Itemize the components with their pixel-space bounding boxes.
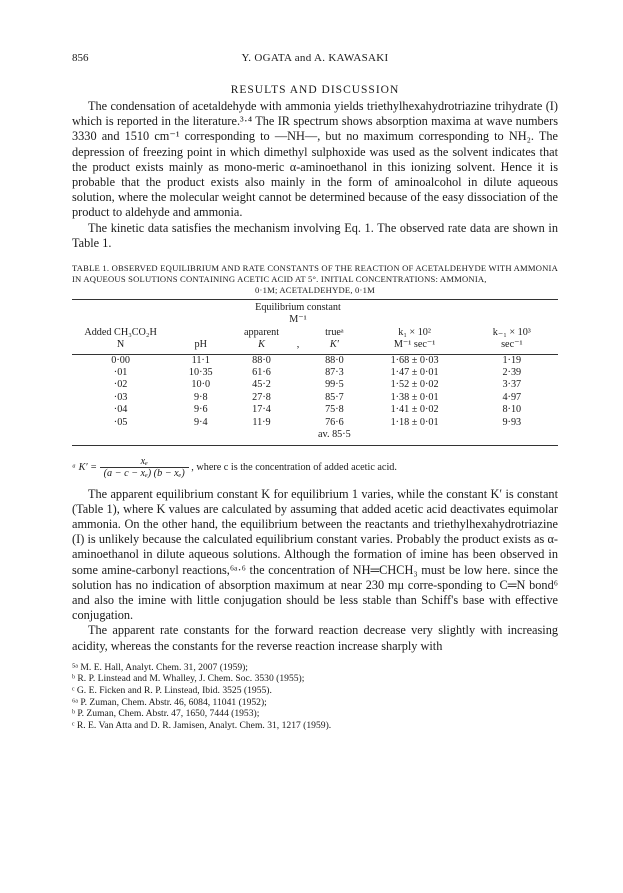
cell-k1: 1·47 ± 0·01 <box>390 367 439 379</box>
cell-apparent: 45·2 <box>252 379 271 391</box>
paragraph-3: The apparent equilibrium constant K for equilibrium 1 varies, while the constant K′ is constant (Table 1), where K values are calculated by assuming that added acetic acid deactivates equimolar ammonia. On the other hand, the equilibrium between the reactants and triethylhexahydrotriazine (I) is unlikely because the calculated equilibrium constant varies. Probably the product exists as α-aminoethanol in dilute aqueous solutions. Although the formation of imine has been observed in some amine-carbonyl reactions,⁶ᵃ·⁶ the concentration of NH═CHCH₃ must be low here. since the solution has no indication of absorption maximum at near 230 mμ corre-sponding to C═N bond⁶ and also the imine with little conjugation should be less stable than Schiff's base with effective conjugation. <box>72 486 558 623</box>
cell-apparent: 88·0 <box>252 354 271 366</box>
cell-acid: 0·00 <box>111 354 130 366</box>
cell-km1: 9·93 <box>502 416 522 428</box>
footnote-tail: , where c is the concentration of added acetic acid. <box>191 461 397 473</box>
cell-ph: 10·35 <box>188 367 213 379</box>
table-row <box>72 417 558 429</box>
cell-apparent: 17·4 <box>252 404 271 416</box>
cell-km1: 8·10 <box>502 404 522 416</box>
cell-km1: 1·19 <box>502 354 522 366</box>
cell-true: 88·0 <box>325 354 344 366</box>
cell-k1: 1·38 ± 0·01 <box>390 391 439 403</box>
reference-item: ᶜ R. E. Van Atta and D. R. Jamisen, Analyt. Chem. 31, 1217 (1959). <box>72 719 332 731</box>
table-row <box>72 379 558 391</box>
paragraph-4: The apparent rate constants for the forward reaction decrease very slightly with increasing acidity, whereas the constants for the reverse reaction increase sharply with <box>72 623 558 653</box>
table-caption-line1: TABLE 1. OBSERVED EQUILIBRIUM AND RATE CONSTANTS OF THE REACTION OF ACETALDEHYDE WITH AMMONIA IN AQUEOUS SOLUTIONS CONTAINING ACETIC ACID AT 5°. INITIAL CONCENTRATIONS: AMMONIA, <box>72 263 558 285</box>
cell-k1: 1·41 ± 0·02 <box>390 404 439 416</box>
footnote-denominator: (a − c − xₑ) (b − xₑ) <box>103 467 185 479</box>
cell-acid: ·01 <box>113 367 128 379</box>
cell-true: 75·8 <box>325 404 344 416</box>
cell-km1: 4·97 <box>502 391 522 403</box>
cell-ph: 9·6 <box>193 404 208 416</box>
col-apparent-header: apparent <box>243 326 280 338</box>
table-row <box>72 392 558 404</box>
col-km1-header: k₋₁ × 10³ <box>492 326 531 338</box>
cell-ph: 9·8 <box>193 391 208 403</box>
col-k1-unit: M⁻¹ sec⁻¹ <box>393 339 436 351</box>
table-row <box>72 354 558 367</box>
group-unit: M⁻¹ <box>289 314 307 326</box>
reference-item: ᵇ R. P. Linstead and M. Whalley, J. Chem. Soc. 3530 (1955); <box>72 673 305 685</box>
paragraph-2: The kinetic data satisfies the mechanism involving Eq. 1. The observed rate data are shown in Table 1. <box>72 220 558 250</box>
cell-acid: ·04 <box>113 404 128 416</box>
reference-item: ⁶ᵃ P. Zuman, Chem. Abstr. 46, 6084, 11041 (1952); <box>72 696 267 708</box>
cell-k1: 1·52 ± 0·02 <box>390 379 439 391</box>
table-row <box>72 367 558 379</box>
page <box>72 52 558 731</box>
col-added-header: Added CH₃CO₂H <box>84 326 157 338</box>
running-header <box>72 52 558 70</box>
table-caption-line2: 0·1M; ACETALDEHYDE, 0·1M <box>255 285 375 296</box>
cell-km1: 3·37 <box>502 379 522 391</box>
footnote-fraction <box>100 456 189 479</box>
cell-true: 99·5 <box>325 379 344 391</box>
cell-true: 87·3 <box>325 367 344 379</box>
col-k1-header: k₁ × 10² <box>398 326 431 338</box>
cell-apparent: 11·9 <box>252 416 271 428</box>
col-separator: , <box>296 339 300 351</box>
footnote-lead: ᵃ K′ = <box>72 461 98 473</box>
col-added-unit: N <box>116 339 125 351</box>
cell-km1: 2·39 <box>502 367 522 379</box>
group-header: Equilibrium constant <box>255 302 341 314</box>
cell-true: 76·6 <box>325 416 344 428</box>
reference-list <box>72 662 558 732</box>
table-caption <box>72 263 558 296</box>
table-row <box>72 404 558 416</box>
cell-acid: ·05 <box>113 416 128 428</box>
cell-true: 85·7 <box>325 391 344 403</box>
rate-table <box>72 299 558 445</box>
cell-ph: 9·4 <box>193 416 208 428</box>
cell-apparent: 27·8 <box>252 391 271 403</box>
col-ph-header: pH <box>194 339 207 351</box>
footnote-numerator: xₑ <box>100 456 189 468</box>
cell-ph: 10·0 <box>191 379 211 391</box>
cell-acid: ·02 <box>113 379 128 391</box>
section-title: RESULTS AND DISCUSSION <box>230 84 400 96</box>
paragraph-1: The condensation of acetaldehyde with ammonia yields triethylhexahydrotriazine trihydrate (I) which is reported in the literature.³·⁴ The IR spectrum shows absorption maxima at wave numbers 3330 and 1510 cm⁻¹ corresponding to —NH—, but no maximum corresponding to NH₂. The depression of freezing point in which dimethyl sulphoxide was used as the solvent indicates that the product exists mainly as mono-meric α-aminoethanol in this ionizing solvent. Hence it is probable that the product exists also mainly in the form of aminoalcohol in dilute aqueous solution, where the molecular weight cannot be determined because of the easy dissociation of the product to aldehyde and ammonia. <box>72 99 558 220</box>
reference-item: ᵇ P. Zuman, Chem. Abstr. 47, 1650, 7444 (1953); <box>72 708 260 720</box>
cell-average: av. 85·5 <box>318 429 351 441</box>
cell-ph: 11·1 <box>191 354 210 366</box>
table-footnote <box>72 456 558 479</box>
col-true-symbol: K′ <box>329 339 339 351</box>
page-number: 856 <box>72 52 89 64</box>
reference-item: ᶜ G. E. Ficken and R. P. Linstead, Ibid. 3525 (1955). <box>72 684 272 696</box>
cell-k1: 1·68 ± 0·03 <box>390 354 439 366</box>
cell-acid: ·03 <box>113 391 128 403</box>
col-apparent-symbol: K <box>258 339 265 351</box>
cell-k1: 1·18 ± 0·01 <box>390 416 439 428</box>
col-true-header: trueᵃ <box>325 326 344 338</box>
running-head: Y. OGATA and A. KAWASAKI <box>241 52 389 64</box>
cell-apparent: 61·6 <box>252 367 271 379</box>
reference-item: ⁵ᵃ M. E. Hall, Analyt. Chem. 31, 2007 (1959); <box>72 661 248 673</box>
col-km1-unit: sec⁻¹ <box>501 339 523 351</box>
